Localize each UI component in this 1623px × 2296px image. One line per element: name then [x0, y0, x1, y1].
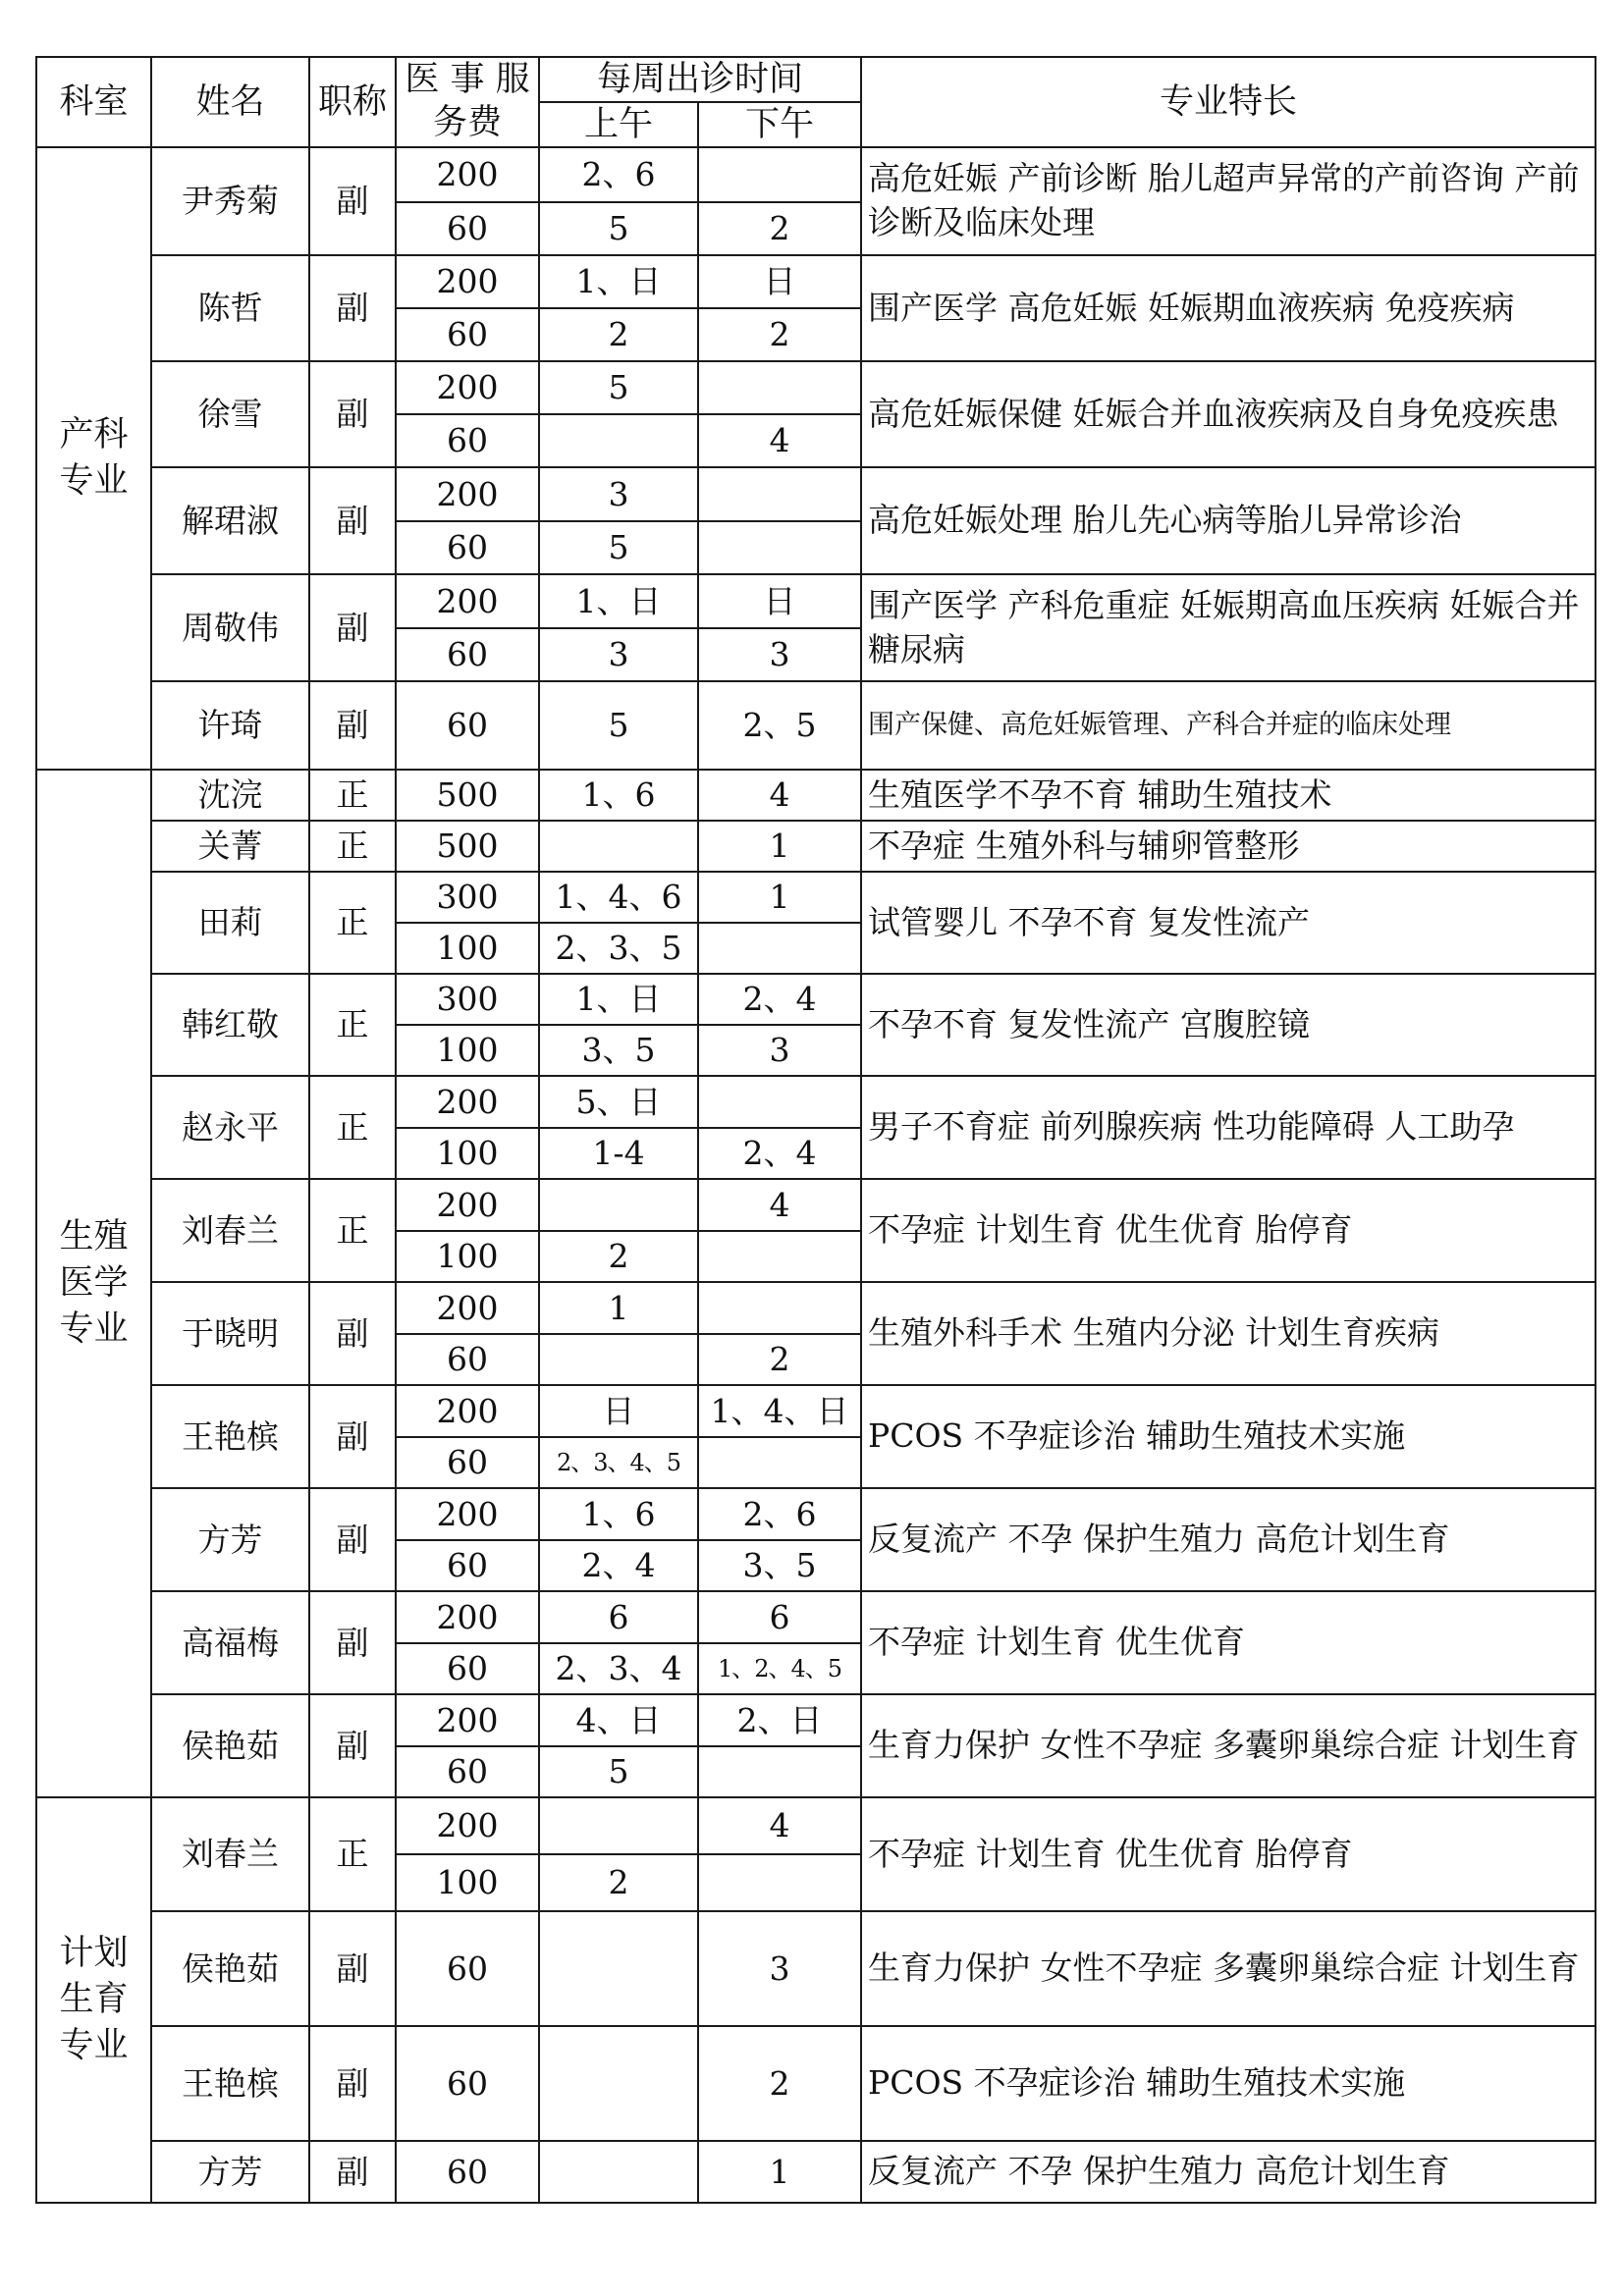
- fee-cell: 200: [396, 1385, 539, 1437]
- doctor-title: 正: [309, 974, 396, 1076]
- am-cell: [539, 1911, 698, 2026]
- am-cell: [539, 1334, 698, 1385]
- fee-cell: 60: [396, 2026, 539, 2141]
- table-row: [36, 2141, 1596, 2203]
- header-specialty: 专业特长: [861, 57, 1596, 147]
- pm-cell: [698, 1854, 861, 1911]
- specialty-cell: 反复流产 不孕 保护生殖力 高危计划生育: [861, 2141, 1596, 2203]
- doctor-name: 关菁: [151, 821, 309, 872]
- doctor-title: 正: [309, 1179, 396, 1282]
- specialty-cell: 围产保健、高危妊娠管理、产科合并症的临床处理: [861, 681, 1596, 770]
- header-am: 上午: [539, 102, 698, 147]
- am-cell: [539, 1797, 698, 1854]
- am-cell: 1: [539, 1282, 698, 1334]
- specialty-cell: 生育力保护 女性不孕症 多囊卵巢综合症 计划生育: [861, 1911, 1596, 2026]
- am-cell: 2: [539, 308, 698, 361]
- fee-cell: 60: [396, 521, 539, 574]
- am-cell: 2、6: [539, 147, 698, 202]
- specialty-cell: 不孕症 计划生育 优生优育 胎停育: [861, 1179, 1596, 1282]
- am-cell: [539, 1179, 698, 1231]
- am-cell: [539, 821, 698, 872]
- pm-cell: [698, 361, 861, 414]
- am-cell: 2: [539, 1231, 698, 1282]
- table-row: [36, 681, 1596, 770]
- specialty-cell: PCOS 不孕症诊治 辅助生殖技术实施: [861, 2026, 1596, 2141]
- pm-cell: 日: [698, 574, 861, 628]
- doctor-name: 尹秀菊: [151, 147, 309, 255]
- fee-cell: 200: [396, 1179, 539, 1231]
- doctor-name: 王艳槟: [151, 2026, 309, 2141]
- specialty-cell: 生殖医学不孕不育 辅助生殖技术: [861, 770, 1596, 821]
- fee-cell: 60: [396, 414, 539, 467]
- fee-cell: 200: [396, 467, 539, 521]
- doctor-title: 副: [309, 147, 396, 255]
- table-row: [36, 770, 1596, 821]
- pm-cell: 1、2、4、5: [698, 1643, 861, 1694]
- am-cell: 1、日: [539, 574, 698, 628]
- table-row: [36, 1179, 1596, 1231]
- am-cell: 2、3、4: [539, 1643, 698, 1694]
- table-row: [36, 1385, 1596, 1437]
- fee-cell: 100: [396, 923, 539, 974]
- am-cell: 日: [539, 1385, 698, 1437]
- doctor-title: 副: [309, 1488, 396, 1591]
- fee-cell: 200: [396, 1488, 539, 1540]
- doctor-name: 刘春兰: [151, 1179, 309, 1282]
- table-row: [36, 1076, 1596, 1128]
- am-cell: 4、日: [539, 1694, 698, 1746]
- pm-cell: [698, 1282, 861, 1334]
- doctor-name: 田莉: [151, 872, 309, 974]
- fee-cell: 60: [396, 1334, 539, 1385]
- fee-cell: 300: [396, 872, 539, 923]
- pm-cell: 4: [698, 414, 861, 467]
- specialty-cell: 高危妊娠保健 妊娠合并血液疾病及自身免疫疾患: [861, 361, 1596, 467]
- doctor-title: 正: [309, 1076, 396, 1179]
- table-row: [36, 1694, 1596, 1746]
- header-name: 姓名: [151, 57, 309, 147]
- specialty-cell: 不孕症 计划生育 优生优育 胎停育: [861, 1797, 1596, 1911]
- doctor-name: 高福梅: [151, 1591, 309, 1694]
- specialty-cell: 高危妊娠处理 胎儿先心病等胎儿异常诊治: [861, 467, 1596, 574]
- fee-cell: 200: [396, 361, 539, 414]
- fee-cell: 60: [396, 1437, 539, 1488]
- pm-cell: 2: [698, 202, 861, 255]
- doctor-name: 方芳: [151, 2141, 309, 2203]
- header-dept: 科室: [36, 57, 151, 147]
- pm-cell: [698, 1437, 861, 1488]
- doctor-name: 沈浣: [151, 770, 309, 821]
- table-row: [36, 1282, 1596, 1334]
- specialty-cell: 不孕症 计划生育 优生优育: [861, 1591, 1596, 1694]
- pm-cell: 2、6: [698, 1488, 861, 1540]
- doctor-title: 副: [309, 255, 396, 361]
- am-cell: 2、3、5: [539, 923, 698, 974]
- am-cell: 1、4、6: [539, 872, 698, 923]
- fee-cell: 100: [396, 1128, 539, 1179]
- pm-cell: 3: [698, 1025, 861, 1076]
- specialty-cell: PCOS 不孕症诊治 辅助生殖技术实施: [861, 1385, 1596, 1488]
- am-cell: 1、日: [539, 974, 698, 1025]
- fee-cell: 60: [396, 2141, 539, 2203]
- pm-cell: [698, 1231, 861, 1282]
- specialty-cell: 反复流产 不孕 保护生殖力 高危计划生育: [861, 1488, 1596, 1591]
- table-row: [36, 821, 1596, 872]
- table-row: [36, 147, 1596, 202]
- doctor-title: 副: [309, 2026, 396, 2141]
- pm-cell: 2: [698, 2026, 861, 2141]
- fee-cell: 60: [396, 681, 539, 770]
- fee-cell: 60: [396, 308, 539, 361]
- dept-cell: 计划生育专业: [36, 1797, 151, 2203]
- table-row: [36, 1797, 1596, 1854]
- doctor-name: 韩红敬: [151, 974, 309, 1076]
- fee-cell: 200: [396, 147, 539, 202]
- fee-cell: 60: [396, 628, 539, 681]
- table-row: [36, 1591, 1596, 1643]
- doctor-name: 侯艳茹: [151, 1694, 309, 1797]
- fee-cell: 60: [396, 1540, 539, 1591]
- fee-cell: 200: [396, 1591, 539, 1643]
- pm-cell: 4: [698, 1179, 861, 1231]
- doctor-name: 徐雪: [151, 361, 309, 467]
- pm-cell: [698, 923, 861, 974]
- doctor-name: 方芳: [151, 1488, 309, 1591]
- fee-cell: 200: [396, 255, 539, 308]
- pm-cell: [698, 1076, 861, 1128]
- am-cell: 1-4: [539, 1128, 698, 1179]
- fee-cell: 500: [396, 821, 539, 872]
- am-cell: [539, 414, 698, 467]
- doctor-name: 解珺淑: [151, 467, 309, 574]
- am-cell: 2、3、4、5: [539, 1437, 698, 1488]
- specialty-cell: 男子不育症 前列腺疾病 性功能障碍 人工助孕: [861, 1076, 1596, 1179]
- specialty-cell: 生育力保护 女性不孕症 多囊卵巢综合症 计划生育: [861, 1694, 1596, 1797]
- fee-cell: 200: [396, 1694, 539, 1746]
- table-row: [36, 2026, 1596, 2141]
- specialty-cell: 生殖外科手术 生殖内分泌 计划生育疾病: [861, 1282, 1596, 1385]
- pm-cell: 1: [698, 821, 861, 872]
- doctor-title: 副: [309, 1591, 396, 1694]
- header-schedule: 每周出诊时间: [539, 57, 861, 102]
- fee-cell: 100: [396, 1231, 539, 1282]
- am-cell: 5: [539, 521, 698, 574]
- doctor-title: 副: [309, 2141, 396, 2203]
- pm-cell: [698, 1746, 861, 1797]
- am-cell: 2、4: [539, 1540, 698, 1591]
- table-row: [36, 974, 1596, 1025]
- fee-cell: 60: [396, 1911, 539, 2026]
- am-cell: 3: [539, 467, 698, 521]
- pm-cell: 4: [698, 1797, 861, 1854]
- am-cell: 6: [539, 1591, 698, 1643]
- table-row: [36, 574, 1596, 628]
- pm-cell: 2、4: [698, 1128, 861, 1179]
- fee-cell: 60: [396, 1643, 539, 1694]
- doctor-title: 副: [309, 574, 396, 681]
- doctor-name: 赵永平: [151, 1076, 309, 1179]
- doctor-title: 副: [309, 467, 396, 574]
- table-row: [36, 1488, 1596, 1540]
- am-cell: 2: [539, 1854, 698, 1911]
- specialty-cell: 不孕症 生殖外科与辅卵管整形: [861, 821, 1596, 872]
- table-row: [36, 872, 1596, 923]
- fee-cell: 60: [396, 1746, 539, 1797]
- pm-cell: 2: [698, 1334, 861, 1385]
- doctor-title: 副: [309, 1282, 396, 1385]
- am-cell: [539, 2141, 698, 2203]
- am-cell: 5: [539, 361, 698, 414]
- am-cell: 3: [539, 628, 698, 681]
- doctor-title: 副: [309, 1385, 396, 1488]
- pm-cell: 1: [698, 2141, 861, 2203]
- am-cell: 1、日: [539, 255, 698, 308]
- specialty-cell: 围产医学 高危妊娠 妊娠期血液疾病 免疫疾病: [861, 255, 1596, 361]
- fee-cell: 500: [396, 770, 539, 821]
- doctor-name: 王艳槟: [151, 1385, 309, 1488]
- fee-cell: 300: [396, 974, 539, 1025]
- pm-cell: 日: [698, 255, 861, 308]
- doctor-title: 副: [309, 1911, 396, 2026]
- am-cell: 1、6: [539, 770, 698, 821]
- doctor-title: 正: [309, 1797, 396, 1911]
- clinic-schedule-table: [35, 56, 1596, 2204]
- fee-cell: 200: [396, 1282, 539, 1334]
- fee-cell: 200: [396, 1797, 539, 1854]
- header-fee: 医 事 服务费: [396, 57, 539, 147]
- specialty-cell: 围产医学 产科危重症 妊娠期高血压疾病 妊娠合并糖尿病: [861, 574, 1596, 681]
- fee-cell: 100: [396, 1854, 539, 1911]
- pm-cell: 1: [698, 872, 861, 923]
- doctor-title: 正: [309, 821, 396, 872]
- specialty-cell: 不孕不育 复发性流产 宫腹腔镜: [861, 974, 1596, 1076]
- am-cell: [539, 2026, 698, 2141]
- pm-cell: 6: [698, 1591, 861, 1643]
- pm-cell: 2、日: [698, 1694, 861, 1746]
- doctor-name: 于晓明: [151, 1282, 309, 1385]
- table-row: [36, 361, 1596, 414]
- doctor-title: 正: [309, 770, 396, 821]
- am-cell: 3、5: [539, 1025, 698, 1076]
- pm-cell: [698, 521, 861, 574]
- pm-cell: 4: [698, 770, 861, 821]
- doctor-title: 副: [309, 361, 396, 467]
- pm-cell: 2、4: [698, 974, 861, 1025]
- am-cell: 5: [539, 202, 698, 255]
- am-cell: 5: [539, 681, 698, 770]
- doctor-title: 副: [309, 681, 396, 770]
- am-cell: 1、6: [539, 1488, 698, 1540]
- pm-cell: 3: [698, 628, 861, 681]
- am-cell: 5、日: [539, 1076, 698, 1128]
- header-title: 职称: [309, 57, 396, 147]
- fee-cell: 200: [396, 574, 539, 628]
- doctor-title: 副: [309, 1694, 396, 1797]
- table-row: [36, 255, 1596, 308]
- doctor-name: 许琦: [151, 681, 309, 770]
- table-row: [36, 1911, 1596, 2026]
- table-row: [36, 467, 1596, 521]
- pm-cell: [698, 467, 861, 521]
- doctor-name: 侯艳茹: [151, 1911, 309, 2026]
- fee-cell: 100: [396, 1025, 539, 1076]
- dept-cell: 产科专业: [36, 147, 151, 770]
- pm-cell: 3、5: [698, 1540, 861, 1591]
- header-pm: 下午: [698, 102, 861, 147]
- dept-cell: 生殖医学专业: [36, 770, 151, 1797]
- fee-cell: 200: [396, 1076, 539, 1128]
- doctor-name: 周敬伟: [151, 574, 309, 681]
- specialty-cell: 试管婴儿 不孕不育 复发性流产: [861, 872, 1596, 974]
- pm-cell: 1、4、日: [698, 1385, 861, 1437]
- fee-cell: 60: [396, 202, 539, 255]
- doctor-name: 陈哲: [151, 255, 309, 361]
- pm-cell: [698, 147, 861, 202]
- specialty-cell: 高危妊娠 产前诊断 胎儿超声异常的产前咨询 产前诊断及临床处理: [861, 147, 1596, 255]
- am-cell: 5: [539, 1746, 698, 1797]
- doctor-name: 刘春兰: [151, 1797, 309, 1911]
- doctor-title: 正: [309, 872, 396, 974]
- pm-cell: 2、5: [698, 681, 861, 770]
- pm-cell: 3: [698, 1911, 861, 2026]
- pm-cell: 2: [698, 308, 861, 361]
